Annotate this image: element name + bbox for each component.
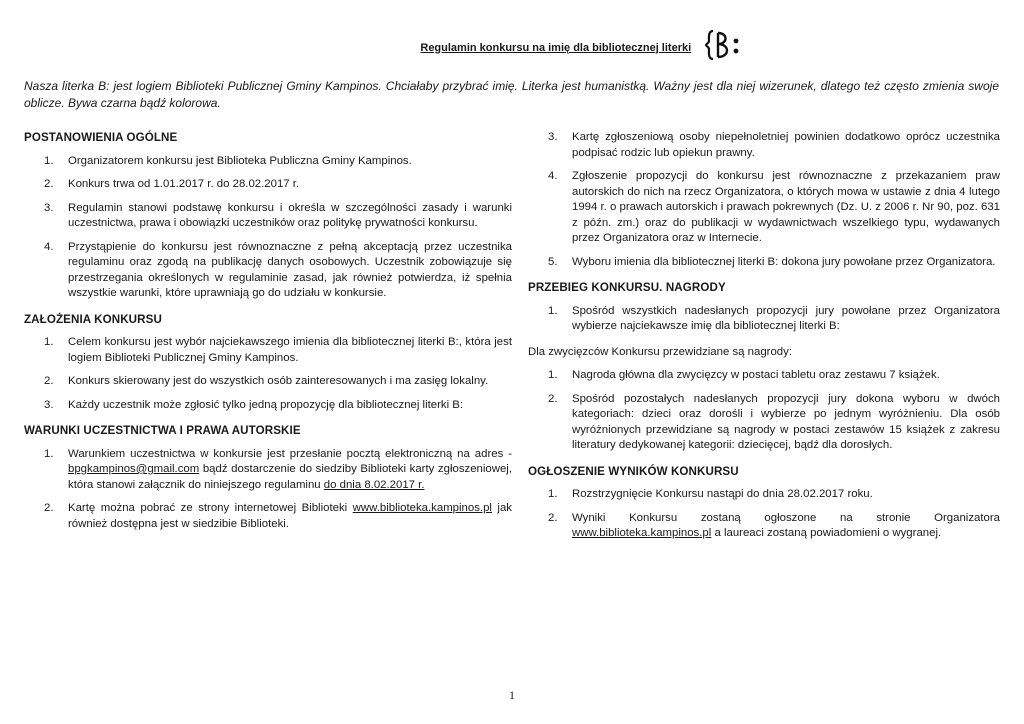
email-link[interactable]: bpgkampinos@gmail.com (68, 463, 200, 475)
list-prizes (528, 368, 1000, 454)
section-heading-przebieg: PRZEBIEG KONKURSU. NAGRODY (528, 281, 726, 294)
list-item: 3. Regulamin stanowi podstawę konkursu i określa w szczególności zasady i warunki uczestnictwa, prawa i obowiązki uczestników oraz politykę prywatności konkursu. (44, 201, 512, 229)
list-zalozenia (24, 335, 512, 413)
intro-paragraph: Nasza literka B: jest logiem Biblioteki Publicznej Gminy Kampinos. Chciałaby przybrać imię. Literka jest humanistką. Ważny jest dla niej wizerunek, dlatego też często zmienia swoje oblicze. Bywa czarna bądź kolorowa. (24, 79, 999, 110)
section-heading-postanowienia: POSTANOWIENIA OGÓLNE (24, 131, 178, 144)
list-item: 1. Spośród wszystkich nadesłanych propozycji jury powołane przez Organizatora wybierze najciekawsze imię dla bibliotecznej literki B: (548, 304, 1000, 332)
website-link[interactable]: www.biblioteka.kampinos.pl (572, 527, 712, 539)
list-item: 1. Warunkiem uczestnictwa w konkursie jest przesłanie pocztą elektroniczną na adres - bpgkampinos@gmail.com bądź dostarczenie do siedziby Biblioteki karty zgłoszeniowej, która stanowi załącznik do niniejszego regulaminu do dnia 8.02.2017 r. (44, 447, 512, 491)
list-item: 3. Każdy uczestnik może zgłosić tylko jedną propozycję dla bibliotecznej literki B: (44, 398, 464, 411)
deadline-text: do dnia 8.02.2017 r. (323, 478, 425, 491)
website-link[interactable]: www.biblioteka.kampinos.pl (352, 502, 492, 514)
list-item: 2. Konkurs skierowany jest do wszystkich osób zainteresowanych i ma zasięg lokalny. (44, 375, 489, 387)
letter-b-logo-icon (704, 28, 744, 67)
page-number: 1 (509, 688, 515, 702)
list-warunki (24, 447, 512, 533)
list-item: 1. Organizatorem konkursu jest Biblioteka Publiczna Gminy Kampinos. (44, 154, 412, 167)
list-item: 4. Zgłoszenie propozycji do konkursu jest równoznaczne z przekazaniem praw autorskich do nich na rzecz Organizatora, o których mowa w ustawie z dnia 4 lutego 1994 r. o prawach autorskich i prawach pokrewnych (Dz. U. z 2006 r. Nr 90, poz. 631 z późn. zm.) oraz do publikacji w wydawnictwach wszelkiego typu, wydawanych przez Organizatora oraz w Internecie. (548, 170, 1000, 244)
list-przebieg (528, 304, 1000, 335)
list-item: 2. Kartę można pobrać ze strony internetowej Biblioteki www.biblioteka.kampinos.pl jak również dostępna jest w siedzibie Biblioteki. (44, 502, 512, 530)
left-column (24, 130, 512, 542)
title-row (0, 28, 1024, 67)
prizes-intro: Dla zwycięzców Konkursu przewidziane są nagrody: (528, 345, 793, 358)
list-item: 4. Przystąpienie do konkursu jest równoznaczne z pełną akceptacją przez uczestnika regulaminu oraz zgodą na publikację danych osobowych. Uczestnik zobowiązuje się przestrzegania określonych w regulaminie zasad, jak również potwierdza, iż spełnia wszystkie warunki, które uprawniają go do udziału w konkursie. (44, 240, 512, 299)
document-title: Regulamin konkursu na imię dla bibliotecznej literki (420, 41, 692, 54)
section-heading-zalozenia: ZAŁOŻENIA KONKURSU (24, 312, 162, 326)
list-item: 3. Kartę zgłoszeniową osoby niepełnoletniej powinien dodatkowo oprócz uczestnika podpisać rodzic lub opiekun prawny. (548, 131, 1000, 159)
list-postanowienia (24, 154, 512, 302)
list-ogloszenie (528, 487, 1000, 542)
list-item: 1. Celem konkursu jest wybór najciekawszego imienia dla bibliotecznej literki B:, która jest logiem Biblioteki Publicznej Gminy Kampinos. (44, 336, 512, 364)
list-item: 2. Spośród pozostałych nadesłanych propozycji jury dokona wyboru w dwóch kategoriach: dzieci oraz dorośli i wybierze po jednym wyróżnieniu. Dla osób wyróżnionych przewidziane są nagrody w postaci zestawów 15 książek z zakresu literatury dedykowanej kategorii: dziecięcej, bądź dla dorosłych. (548, 392, 1000, 451)
list-item: 5. Wyboru imienia dla bibliotecznej literki B: dokona jury powołane przez Organizatora. (548, 255, 996, 268)
list-item: 1. Nagroda główna dla zwycięzcy w postaci tabletu oraz zestawu 7 książek. (548, 369, 940, 381)
section-heading-warunki: WARUNKI UCZESTNICTWA I PRAWA AUTORSKIE (24, 424, 301, 437)
list-warunki-continued (528, 130, 1000, 270)
section-heading-ogloszenie: OGŁOSZENIE WYNIKÓW KONKURSU (528, 464, 739, 478)
list-item: 2. Wyniki Konkursu zostaną ogłoszone na stronie Organizatora www.biblioteka.kampinos.pl a laureaci zostaną powiadomieni o wygranej. (548, 511, 1000, 539)
right-column (528, 130, 1000, 552)
list-item: 2. Konkurs trwa od 1.01.2017 r. do 28.02.2017 r. (44, 178, 300, 190)
list-item: 1. Rozstrzygnięcie Konkursu nastąpi do dnia 28.02.2017 roku. (548, 488, 873, 500)
